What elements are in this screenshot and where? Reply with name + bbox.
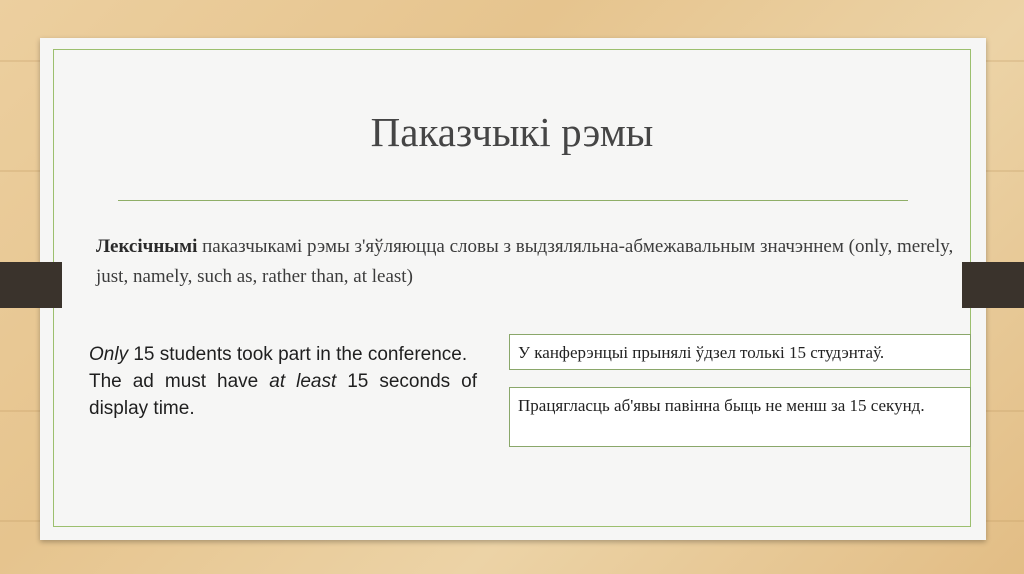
translation-box-1: У канферэнцыі прынялі ўдзел толькі 15 студэнтаў.	[509, 334, 971, 370]
intro-bold-term: Лексічнымі	[96, 236, 198, 257]
intro-text: паказчыкамі рэмы з'яўляюцца словы з выдзяляльна-абмежавальным значэннем (only, merely, just, namely, such as, rather than, at least)	[96, 236, 954, 287]
example-2-before: The ad must have	[89, 371, 270, 392]
intro-paragraph	[96, 232, 966, 292]
example-1-italic: Only	[89, 344, 129, 365]
example-2-after: 15 seconds of display time.	[89, 371, 477, 419]
title-divider	[118, 200, 908, 201]
example-2-italic: at least	[269, 371, 337, 392]
translation-box-2: Працягласць аб'явы павінна быць не менш за 15 секунд.	[509, 387, 971, 447]
left-decorative-tab	[0, 262, 62, 308]
example-sentence-1	[89, 341, 477, 368]
english-examples	[89, 341, 477, 422]
right-decorative-tab	[962, 262, 1024, 308]
example-1-text: 15 students took part in the conference.	[128, 344, 468, 365]
example-sentence-2	[89, 368, 477, 422]
slide-title: Паказчыкі рэмы	[370, 109, 654, 155]
